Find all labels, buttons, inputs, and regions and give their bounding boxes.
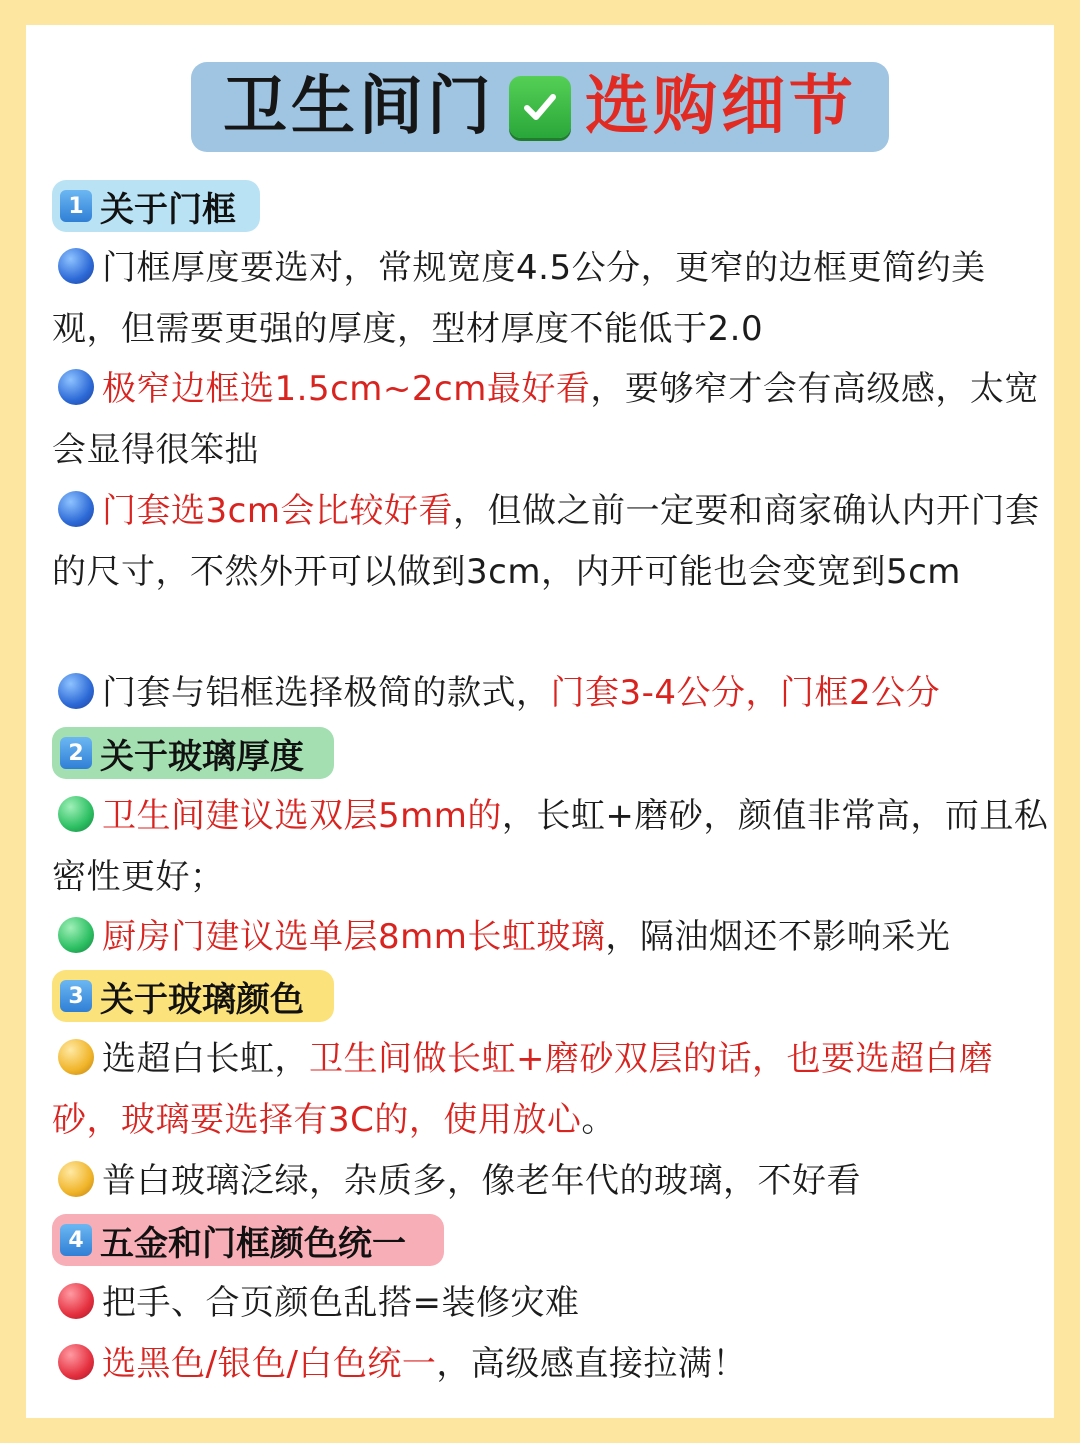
title-banner: [191, 62, 889, 152]
blue-circle-icon: [58, 248, 94, 284]
bullet-item: 极窄边框选1.5cm~2cm最好看，要够窄才会有高级感，太宽会显得很笨拙: [52, 369, 1039, 470]
bullet-item: 选黑色/银色/白色统一，高级感直接拉满！: [52, 1334, 1052, 1395]
check-mark-button-icon: [509, 76, 571, 138]
keycap-4-icon: 4: [60, 1224, 92, 1256]
title-part2: 选购细节: [585, 70, 857, 144]
bullet-item: 把手、合页颜色乱搭=装修灾难: [52, 1273, 1052, 1334]
yellow-circle-icon: [58, 1039, 94, 1075]
keycap-1-icon: 1: [60, 190, 92, 222]
section-3-header: [52, 970, 334, 1022]
section-title: 五金和门框颜色统一: [100, 1223, 406, 1264]
section-title: 关于门框: [100, 189, 236, 230]
bullet-item: 普白玻璃泛绿，杂质多，像老年代的玻璃，不好看: [52, 1151, 1052, 1212]
yellow-circle-icon: [58, 1161, 94, 1197]
bullet-item: 门框厚度要选对，常规宽度4.5公分，更窄的边框更简约美观，但需要更强的厚度，型材厚度不能低于2.0: [52, 248, 986, 349]
section-title: 关于玻璃颜色: [100, 979, 304, 1020]
green-circle-icon: [58, 917, 94, 953]
green-circle-icon: [58, 796, 94, 832]
bullet-item: 卫生间建议选双层5mm的，长虹+磨砂，颜值非常高，而且私密性更好；: [52, 796, 1049, 897]
bullet-item: 厨房门建议选单层8mm长虹玻璃，隔油烟还不影响采光: [52, 907, 1052, 968]
section-4-header: [52, 1214, 444, 1266]
bullet-item: 门套与铝框选择极简的款式，门套3-4公分，门框2公分: [52, 663, 1052, 724]
bullet-item: 选超白长虹，卫生间做长虹+磨砂双层的话，也要选超白磨砂，玻璃要选择有3C的，使用放心。: [52, 1039, 994, 1140]
section-title: 关于玻璃厚度: [100, 736, 304, 777]
bullet-item: 门套选3cm会比较好看，但做之前一定要和商家确认内开门套的尺寸，不然外开可以做到3cm，内开可能也会变宽到5cm: [52, 491, 1040, 592]
keycap-2-icon: 2: [60, 737, 92, 769]
red-circle-icon: [58, 1344, 94, 1380]
section-1-header: [52, 180, 260, 232]
section-2-header: [52, 727, 334, 779]
title-part1: 卫生间门: [223, 70, 495, 144]
blue-circle-icon: [58, 673, 94, 709]
keycap-3-icon: 3: [60, 980, 92, 1012]
blue-circle-icon: [58, 369, 94, 405]
red-circle-icon: [58, 1283, 94, 1319]
blue-circle-icon: [58, 491, 94, 527]
